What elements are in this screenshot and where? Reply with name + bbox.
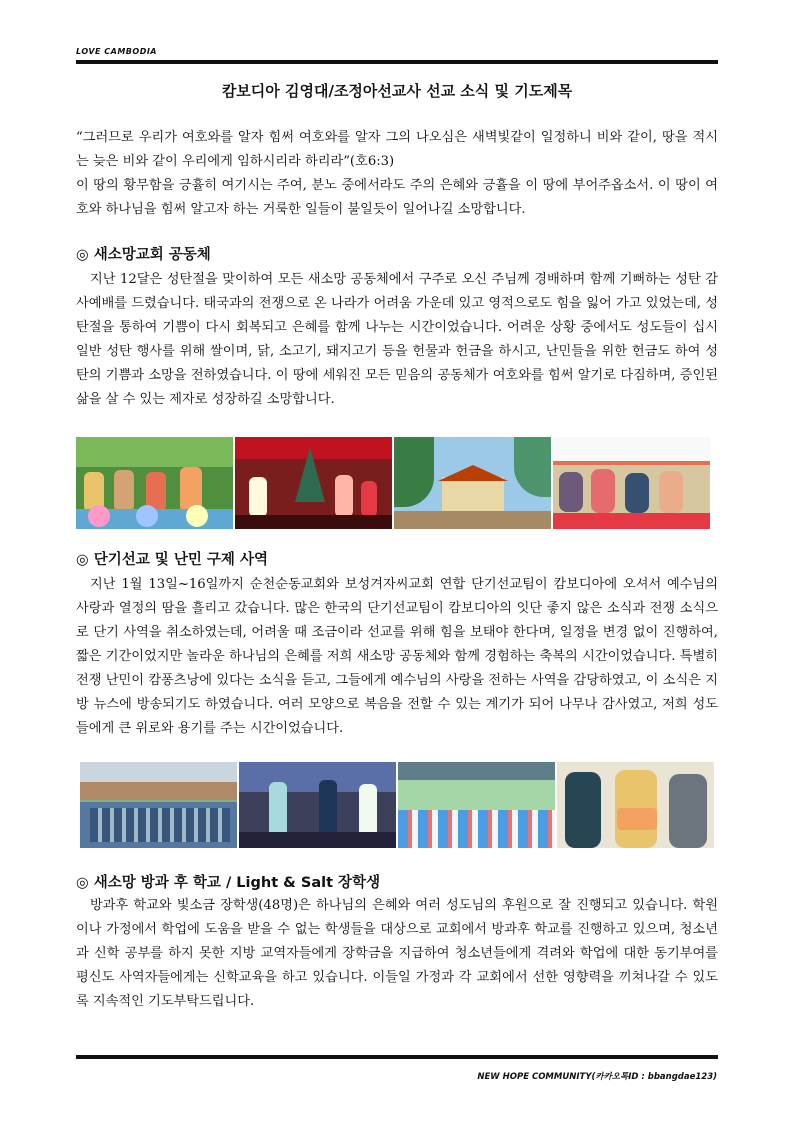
section-body-mission: 지난 1월 13일~16일까지 순천순동교회와 보성겨자씨교회 연합 단기선교팀이 캄보디아에 오셔서 예수님의 사랑과 열정의 땀을 흘리고 갔습니다. 많은 한국의 단기선교팀이 캄보디아의 잇단 좋지 않은 소식과 전쟁 소식으로 단기 사역을 취소하였는데, 어려울 때 조금이라 선교를 위해 힘을 보태야 한다며, 일정을 변경 없이 진행하여, 짧은 기간이었지만 놀라운 하나님의 은혜를 저희 새소망 공동체와 함께 경험하는 축복의 시간이었습니다. 특별히 전쟁 난민이 캄퐁츠낭에 있다는 소식을 듣고, 그들에게 예수님의 사랑을 전하는 사역을 감당하였고, 이 소식은 지방 뉴스에 방송되기도 하였습니다. 여러 모양으로 복음을 전할 수 있는 계기가 되어 나무나 감사였고, 저희 성도들에게 큰 위로와 용기를 주는 시간이었습니다. <box>76 577 718 736</box>
intro-prayer: 이 땅의 황무함을 긍휼히 여기시는 주여, 분노 중에서라도 주의 은혜와 긍휼을 이 땅에 부어주옵소서. 이 땅이 여호와 하나님을 힘써 알고자 하는 거룩한 일들이 불일듯이 일어나길 소망합니다. <box>76 178 718 217</box>
section-body-church: 지난 12달은 성탄절을 맞이하여 모든 새소망 공동체에서 구주로 오신 주님께 경배하며 함께 기뻐하는 성탄 감사예배를 드렸습니다. 태국과의 전쟁으로 온 나라가 어려움 가운데 있고 영적으로도 힘을 잃어 가고 있었는데, 성탄절을 통하여 기쁨이 다시 회복되고 은혜를 함께 나누는 시간이었습니다. 어려운 상황 중에서도 성도들이 십시일반 성탄 행사를 위해 쌀이며, 닭, 소고기, 돼지고기 등을 헌물과 헌금을 하시고, 난민들을 위한 헌금도 하여 성탄의 기쁨과 소망을 전하였습니다. 이 땅에 세워진 모든 믿음의 공동체가 여호와를 힘써 알기로 다짐하며, 증인된 삶을 살 수 있는 제자로 성장하길 소망합니다. <box>76 272 718 407</box>
section-heading-mission: ◎ 단기선교 및 난민 구제 사역 <box>76 552 268 568</box>
header-label: LOVE CAMBODIA <box>76 47 157 56</box>
photo-christmas-dancers <box>76 437 233 529</box>
photo-mission-worship <box>239 762 396 848</box>
section-heading-school: ◎ 새소망 방과 후 학교 / Light & Salt 장학생 <box>76 875 381 891</box>
header-rule <box>76 60 718 64</box>
photo-strip-mission <box>80 762 716 848</box>
section-heading-church: ◎ 새소망교회 공동체 <box>76 247 211 263</box>
intro-verse: “그러므로 우리가 여호와를 알자 힘써 여호와를 알자 그의 나오심은 새벽빛같이 일정하니 비와 같이, 땅을 적시는 늦은 비와 같이 우리에게 임하시리라 하리라”(호6:3) <box>76 130 718 169</box>
photo-church-building <box>394 437 551 529</box>
footer-rule <box>76 1055 718 1059</box>
photo-christmas-stage <box>235 437 392 529</box>
footer-label: NEW HOPE COMMUNITY(카카오톡ID : bbangdae123) <box>477 1072 717 1082</box>
photo-mission-gathering <box>80 762 237 848</box>
page-title: 캄보디아 김영대/조정아선교사 선교 소식 및 기도제목 <box>221 82 573 100</box>
photo-strip-christmas <box>76 437 712 529</box>
section-body-school: 방과후 학교와 빛소금 장학생(48명)은 하나님의 은혜와 여러 성도님의 후원으로 잘 진행되고 있습니다. 학원이나 가정에서 학업에 도움을 받을 수 없는 학생들을 대상으로 교회에서 방과후 학교를 진행하고 있으며, 청소년과 신학 공부를 하지 못한 지방 교역자들에게 장학금을 지급하여 청소년들에게 격려와 학업에 대한 동기부여를 평신도 사역자들에게는 신학교육을 하고 있습니다. 이들일 가정과 각 교회에서 선한 영향력을 끼쳐나갈 수 있도록 지속적인 기도부탁드립니다. <box>76 898 718 1009</box>
photo-mission-gifts <box>557 762 714 848</box>
photo-mission-shelter <box>398 762 555 848</box>
photo-christmas-crowd <box>553 437 710 529</box>
